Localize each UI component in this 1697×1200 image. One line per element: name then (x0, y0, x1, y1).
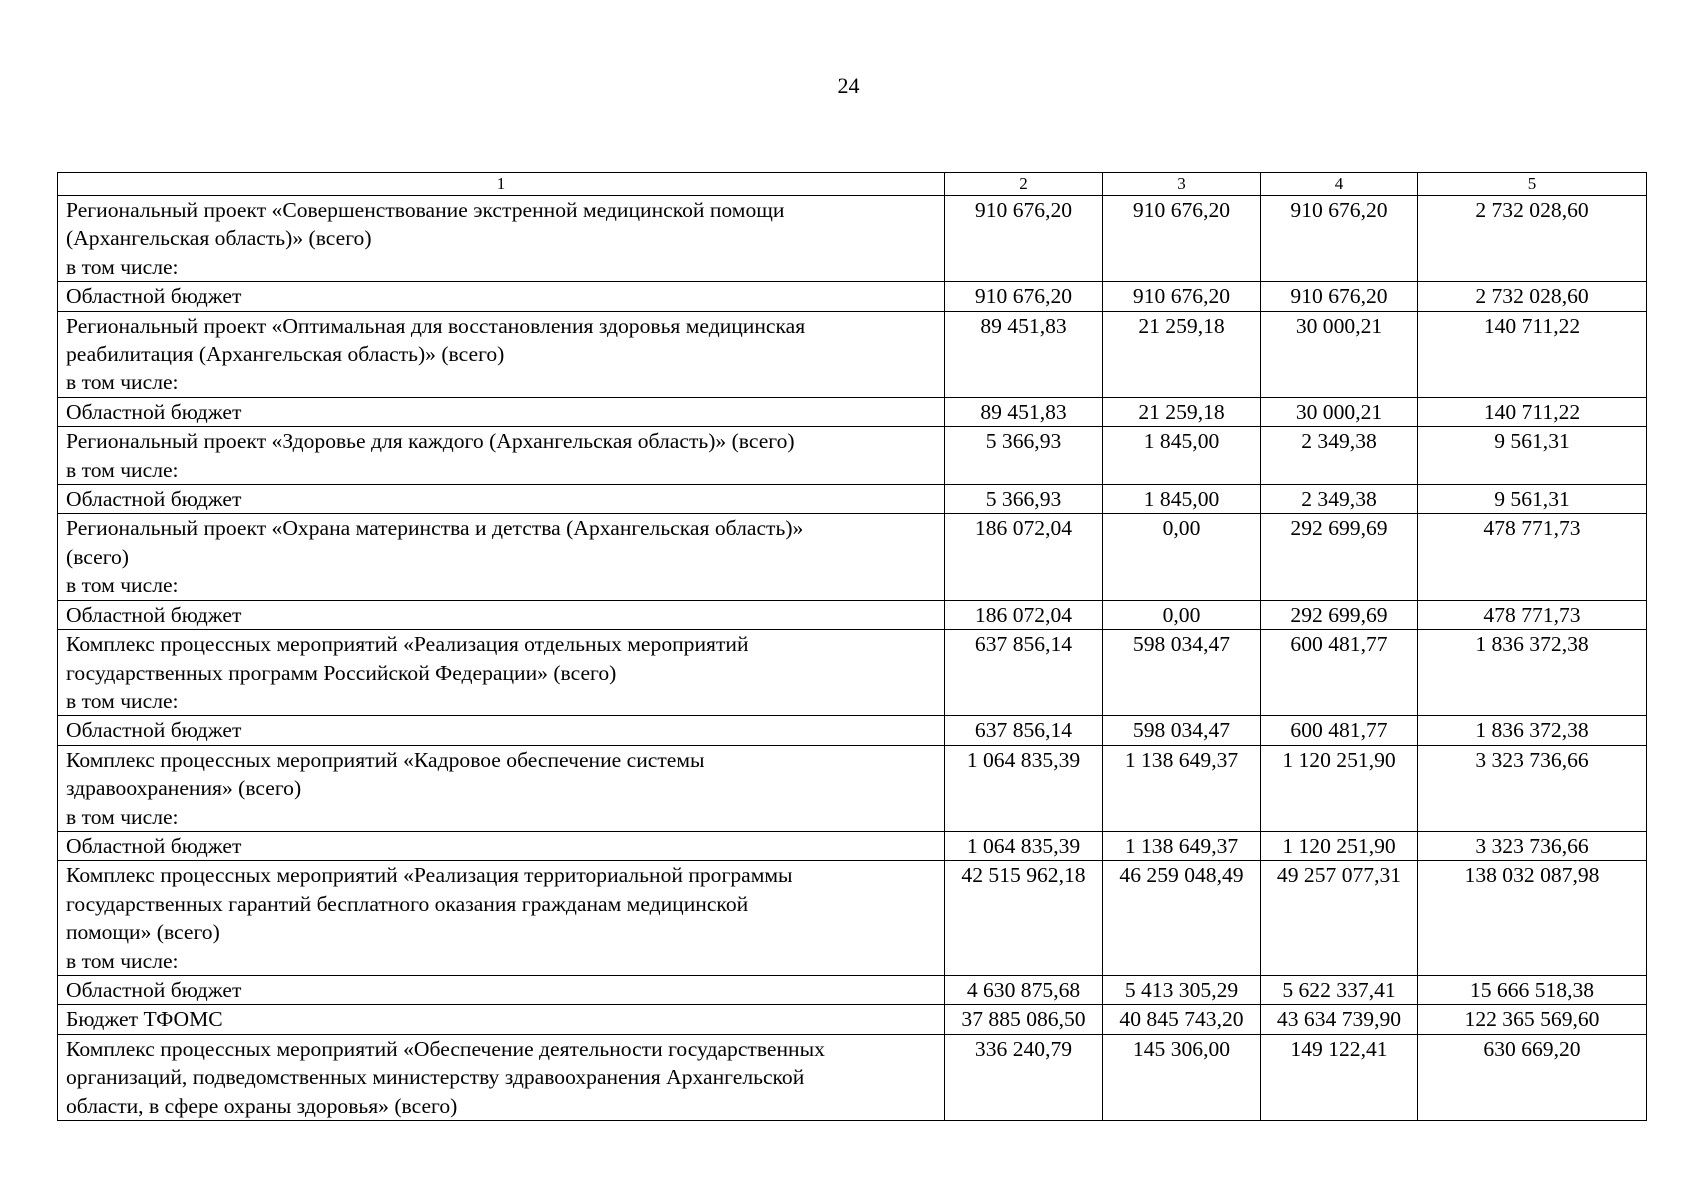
row-label-line: Региональный проект «Здоровье для каждого (Архангельская область)» (всего) (66, 429, 795, 454)
row-label-line: Региональный проект «Оптимальная для восстановления здоровья медицинская (66, 313, 806, 338)
row-label-line: реабилитация (Архангельская область)» (всего) (66, 342, 505, 367)
row-label (58, 600, 945, 629)
row-label-line: области, в сфере охраны здоровья» (всего) (66, 1093, 458, 1118)
row-label (58, 1005, 945, 1034)
value-cell-col-3: 40 845 743,20 (1103, 1005, 1261, 1034)
row-label (58, 1034, 945, 1120)
value-cell-col-5: 140 711,22 (1418, 311, 1647, 397)
value-cell-col-2: 910 676,20 (945, 282, 1103, 311)
value-cell-col-4: 149 122,41 (1261, 1034, 1418, 1120)
row-label-line: Региональный проект «Совершенствование экстренной медицинской помощи (66, 198, 785, 222)
value-cell-col-4: 292 699,69 (1261, 600, 1418, 629)
column-header-4: 4 (1261, 173, 1418, 196)
table-row (58, 282, 1647, 311)
table-row (58, 514, 1647, 600)
table-row (58, 861, 1647, 976)
value-cell-col-5: 2 732 028,60 (1418, 282, 1647, 311)
value-cell-col-5: 15 666 518,38 (1418, 975, 1647, 1004)
row-label-line: организаций, подведомственных министерству здравоохранения Архангельской (66, 1065, 805, 1090)
table-row (58, 311, 1647, 397)
page-number: 24 (837, 73, 860, 98)
value-cell-col-2: 637 856,14 (945, 716, 1103, 745)
table-row (58, 600, 1647, 629)
row-label-line: Областной бюджет (66, 602, 242, 627)
row-label-line: в том числе: (66, 573, 179, 598)
value-cell-col-3: 46 259 048,49 (1103, 861, 1261, 976)
value-cell-col-3: 1 845,00 (1103, 485, 1261, 514)
row-label (58, 630, 945, 716)
value-cell-col-5: 478 771,73 (1418, 600, 1647, 629)
column-header-2: 2 (945, 173, 1103, 196)
row-label-line: Комплекс процессных мероприятий «Реализация территориальной программы (66, 863, 793, 888)
value-cell-col-4: 2 349,38 (1261, 427, 1418, 485)
value-cell-col-3: 598 034,47 (1103, 630, 1261, 716)
value-cell-col-4: 1 120 251,90 (1261, 745, 1418, 831)
row-label-line: Областной бюджет (66, 833, 242, 858)
table-row (58, 427, 1647, 485)
value-cell-col-3: 910 676,20 (1103, 282, 1261, 311)
column-header-1: 1 (58, 173, 945, 196)
table-header-row (58, 173, 1647, 196)
row-label-line: Бюджет ТФОМС (66, 1007, 223, 1032)
value-cell-col-4: 5 622 337,41 (1261, 975, 1418, 1004)
value-cell-col-3: 1 845,00 (1103, 427, 1261, 485)
value-cell-col-4: 43 634 739,90 (1261, 1005, 1418, 1034)
table-body (58, 196, 1647, 1121)
value-cell-col-2: 186 072,04 (945, 600, 1103, 629)
row-label-line: в том числе: (66, 370, 179, 395)
value-cell-col-5: 138 032 087,98 (1418, 861, 1647, 976)
row-label (58, 831, 945, 860)
value-cell-col-2: 4 630 875,68 (945, 975, 1103, 1004)
value-cell-col-5: 122 365 569,60 (1418, 1005, 1647, 1034)
row-label (58, 196, 945, 282)
row-label (58, 716, 945, 745)
row-label-line: Комплекс процессных мероприятий «Кадровое обеспечение системы (66, 747, 705, 772)
row-label-line: Областной бюджет (66, 399, 242, 424)
row-label (58, 427, 945, 485)
row-label (58, 514, 945, 600)
value-cell-col-5: 9 561,31 (1418, 485, 1647, 514)
row-label-line: Областной бюджет (66, 284, 242, 309)
value-cell-col-4: 49 257 077,31 (1261, 861, 1418, 976)
value-cell-col-3: 21 259,18 (1103, 397, 1261, 426)
value-cell-col-5: 9 561,31 (1418, 427, 1647, 485)
table-row (58, 975, 1647, 1004)
value-cell-col-2: 37 885 086,50 (945, 1005, 1103, 1034)
row-label-line: в том числе: (66, 804, 179, 829)
row-label-line: (всего) (66, 544, 129, 569)
value-cell-col-3: 0,00 (1103, 514, 1261, 600)
value-cell-col-2: 89 451,83 (945, 311, 1103, 397)
value-cell-col-3: 598 034,47 (1103, 716, 1261, 745)
value-cell-col-5: 3 323 736,66 (1418, 745, 1647, 831)
value-cell-col-5: 1 836 372,38 (1418, 716, 1647, 745)
row-label-line: (Архангельская область)» (всего) (66, 226, 372, 251)
value-cell-col-5: 630 669,20 (1418, 1034, 1647, 1120)
value-cell-col-4: 30 000,21 (1261, 397, 1418, 426)
row-label (58, 861, 945, 976)
table-row (58, 745, 1647, 831)
table-row (58, 716, 1647, 745)
row-label-line: здравоохранения» (всего) (66, 776, 302, 801)
value-cell-col-4: 30 000,21 (1261, 311, 1418, 397)
table-row (58, 630, 1647, 716)
value-cell-col-2: 1 064 835,39 (945, 745, 1103, 831)
value-cell-col-5: 140 711,22 (1418, 397, 1647, 426)
row-label (58, 745, 945, 831)
row-label-line: Областной бюджет (66, 718, 242, 743)
value-cell-col-2: 5 366,93 (945, 485, 1103, 514)
value-cell-col-4: 910 676,20 (1261, 282, 1418, 311)
row-label-line: Комплекс процессных мероприятий «Реализация отдельных мероприятий (66, 632, 749, 657)
row-label-line: государственных гарантий бесплатного оказания гражданам медицинской (66, 891, 749, 916)
value-cell-col-4: 2 349,38 (1261, 485, 1418, 514)
value-cell-col-3: 1 138 649,37 (1103, 745, 1261, 831)
row-label (58, 485, 945, 514)
row-label-line: помощи» (всего) (66, 920, 220, 945)
row-label-line: Областной бюджет (66, 977, 242, 1002)
value-cell-col-2: 637 856,14 (945, 630, 1103, 716)
value-cell-col-3: 5 413 305,29 (1103, 975, 1261, 1004)
row-label (58, 975, 945, 1004)
row-label (58, 311, 945, 397)
value-cell-col-4: 910 676,20 (1261, 196, 1418, 282)
value-cell-col-5: 478 771,73 (1418, 514, 1647, 600)
row-label-line: в том числе: (66, 948, 179, 973)
table-row (58, 397, 1647, 426)
value-cell-col-3: 145 306,00 (1103, 1034, 1261, 1120)
row-label-line: в том числе: (66, 254, 179, 279)
row-label-line: государственных программ Российской Федерации» (всего) (66, 660, 617, 685)
value-cell-col-5: 2 732 028,60 (1418, 196, 1647, 282)
row-label-line: Областной бюджет (66, 487, 242, 512)
row-label-line: в том числе: (66, 457, 179, 482)
value-cell-col-4: 600 481,77 (1261, 630, 1418, 716)
table-row (58, 1005, 1647, 1034)
value-cell-col-3: 1 138 649,37 (1103, 831, 1261, 860)
value-cell-col-2: 5 366,93 (945, 427, 1103, 485)
budget-table (57, 172, 1647, 1121)
table-row (58, 485, 1647, 514)
column-header-3: 3 (1103, 173, 1261, 196)
row-label-line: Комплекс процессных мероприятий «Обеспечение деятельности государственных (66, 1036, 825, 1061)
table-row (58, 1034, 1647, 1120)
value-cell-col-2: 1 064 835,39 (945, 831, 1103, 860)
column-header-5: 5 (1418, 173, 1647, 196)
value-cell-col-3: 0,00 (1103, 600, 1261, 629)
row-label-line: в том числе: (66, 688, 179, 713)
row-label-line: Региональный проект «Охрана материнства и детства (Архангельская область)» (66, 516, 804, 541)
value-cell-col-2: 186 072,04 (945, 514, 1103, 600)
value-cell-col-2: 910 676,20 (945, 196, 1103, 282)
row-label (58, 282, 945, 311)
table-row (58, 831, 1647, 860)
value-cell-col-4: 292 699,69 (1261, 514, 1418, 600)
value-cell-col-2: 89 451,83 (945, 397, 1103, 426)
value-cell-col-3: 21 259,18 (1103, 311, 1261, 397)
value-cell-col-2: 42 515 962,18 (945, 861, 1103, 976)
value-cell-col-5: 3 323 736,66 (1418, 831, 1647, 860)
value-cell-col-2: 336 240,79 (945, 1034, 1103, 1120)
value-cell-col-4: 600 481,77 (1261, 716, 1418, 745)
row-label (58, 397, 945, 426)
table-row (58, 196, 1647, 282)
value-cell-col-4: 1 120 251,90 (1261, 831, 1418, 860)
value-cell-col-3: 910 676,20 (1103, 196, 1261, 282)
value-cell-col-5: 1 836 372,38 (1418, 630, 1647, 716)
